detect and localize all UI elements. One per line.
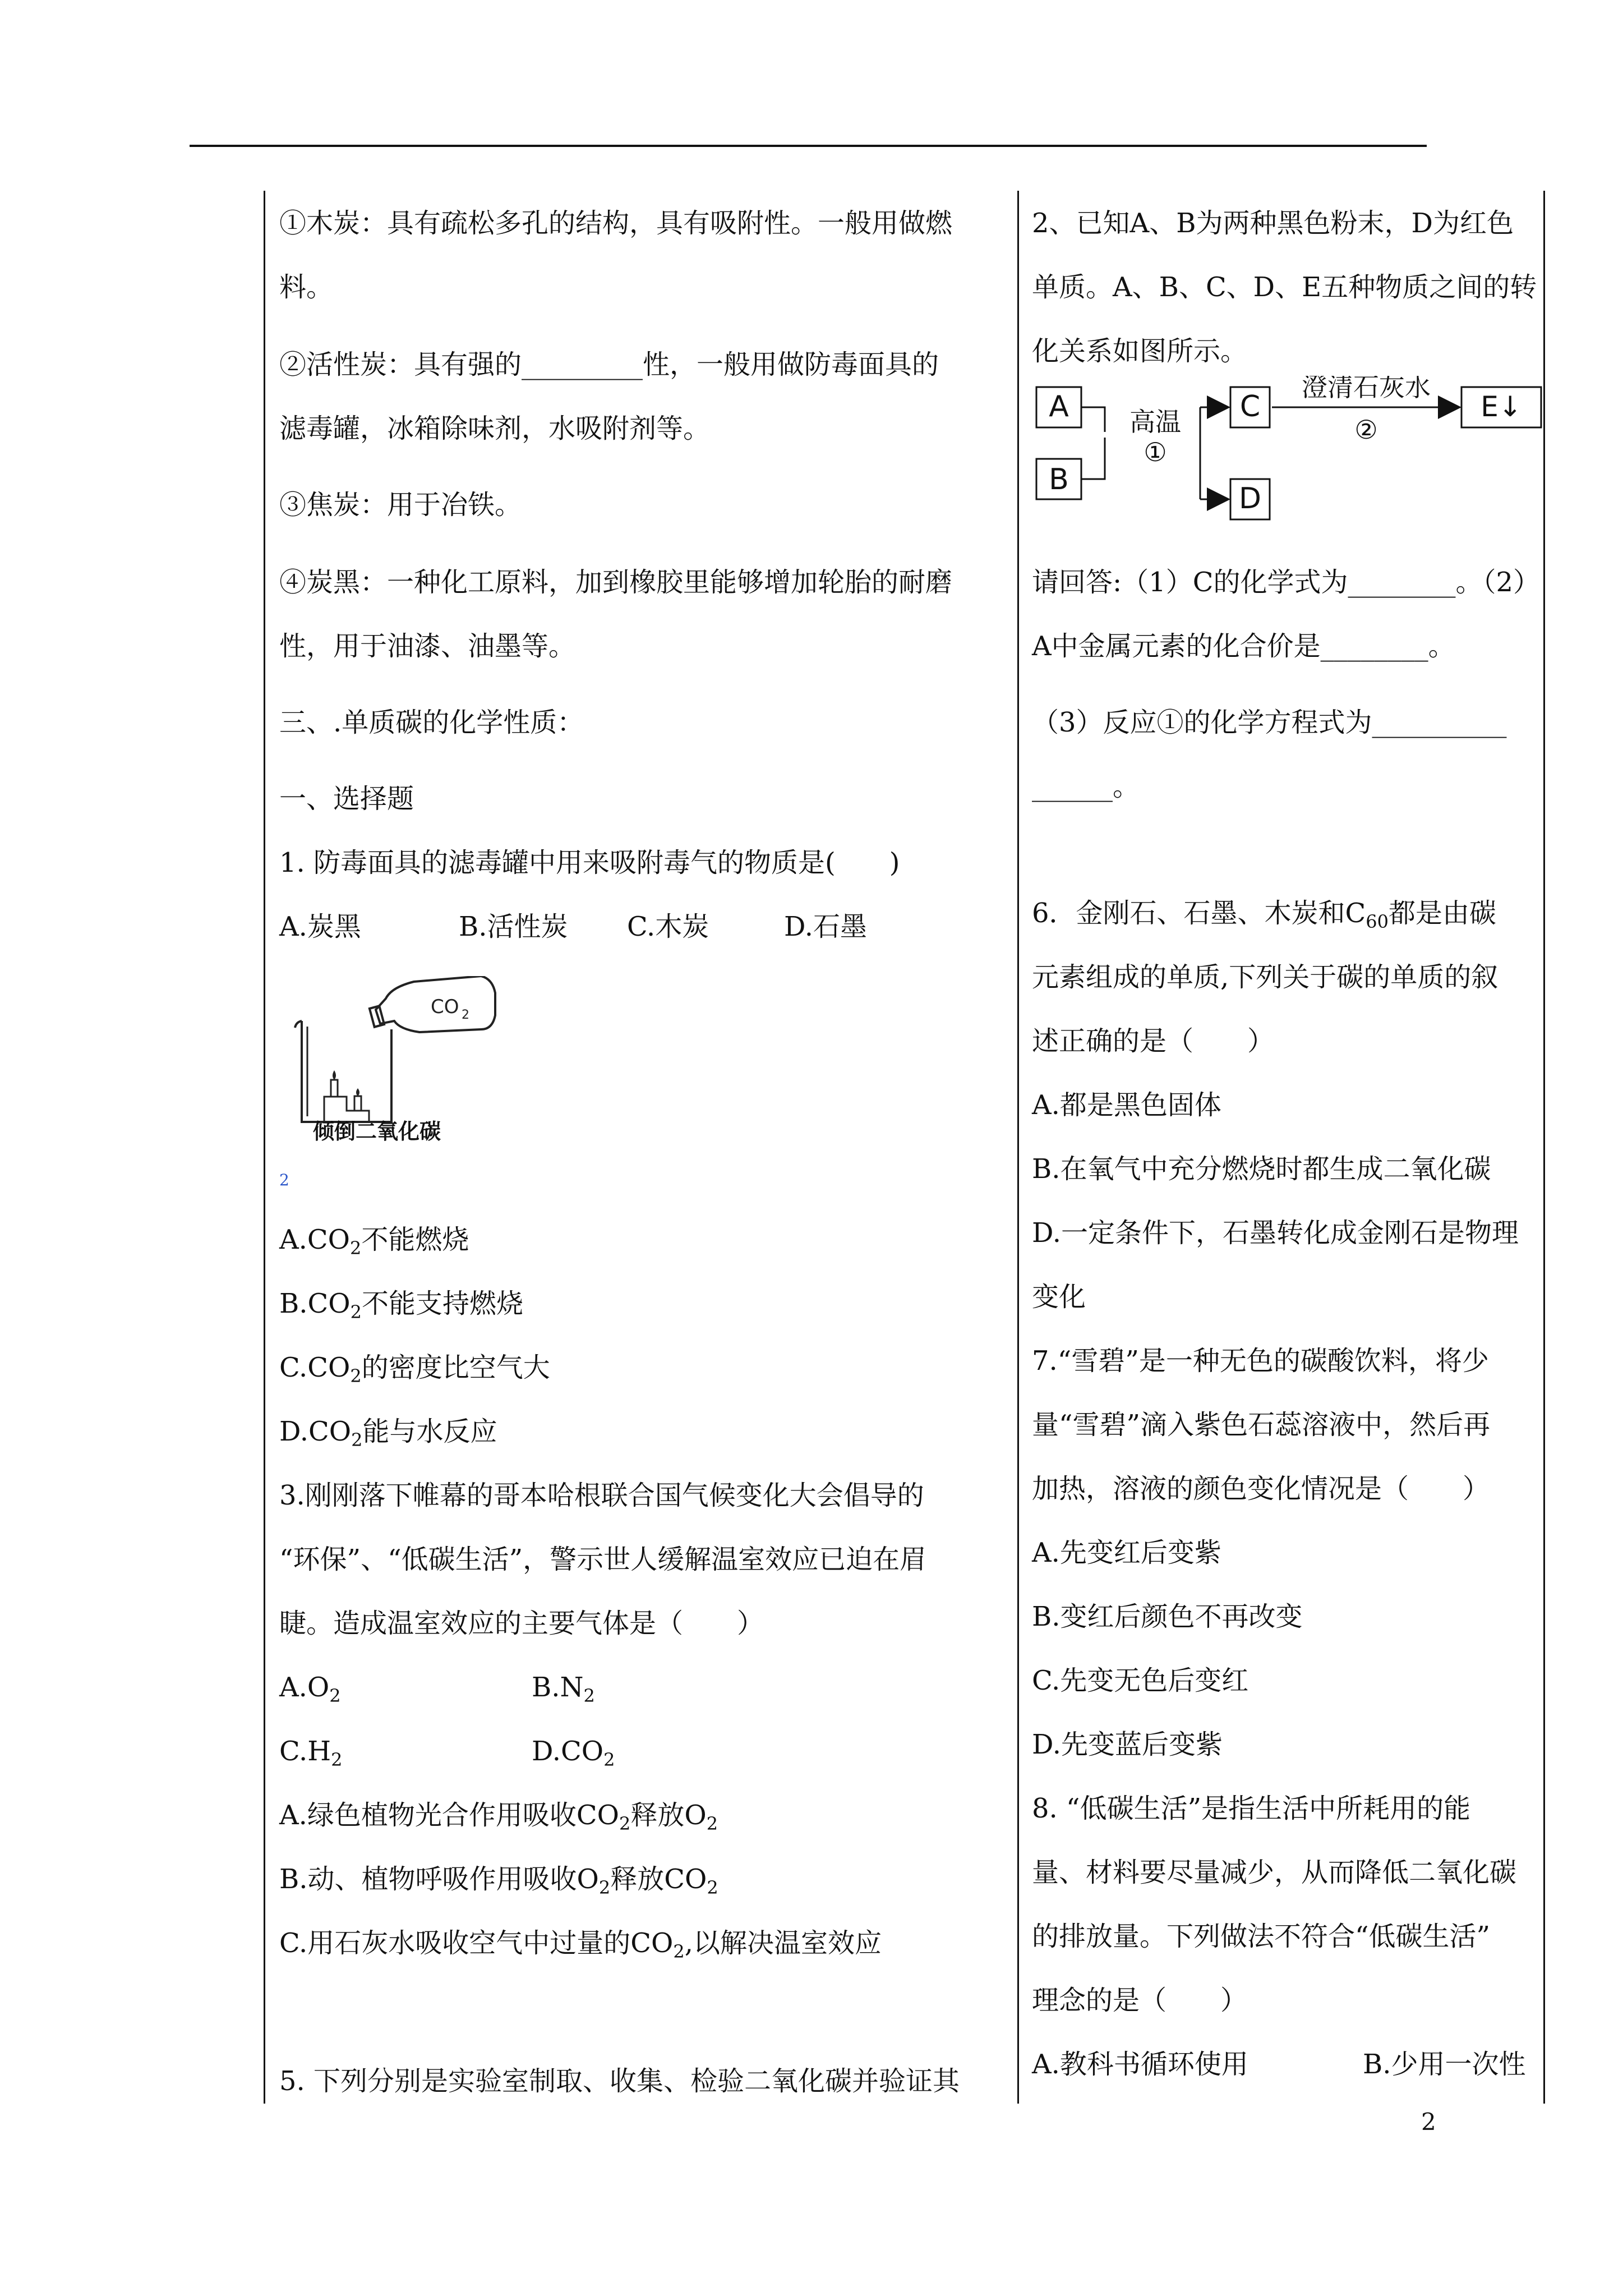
question-8: 理念的是（ ） (1032, 1985, 1248, 2016)
question-8-options (1032, 2047, 1526, 2081)
question-7-option-a: A.先变红后变紫 (1032, 1537, 1221, 1568)
beaker-icon (295, 1021, 391, 1122)
question-7: 量“雪碧”滴入紫色石蕊溶液中，然后再 (1032, 1409, 1491, 1441)
question-4-option-a: A.绿色植物光合作用吸收$CO_2$释放$O_2$ (279, 1800, 718, 1834)
question-2-number: 2 (279, 1171, 289, 1189)
option-a: A.炭黑 (279, 911, 361, 942)
question-8: 的排放量。下列做法不符合“低碳生活” (1032, 1921, 1491, 1952)
question-2-option-a: $A.CO_2$不能燃烧 (279, 1224, 469, 1259)
text-line: ③焦炭：用于冶铁。 (279, 489, 522, 521)
text-line: ④炭黑：一种化工原料，加到橡胶里能够增加轮胎的耐磨 (279, 567, 953, 598)
column-divider (1017, 191, 1019, 2104)
text-line: 请回答:（1）C的化学式为________。（2） (1032, 567, 1540, 598)
reaction-diagram (1032, 376, 1548, 522)
question-6-option-a: A.都是黑色固体 (1032, 1089, 1221, 1121)
label-e: E↓ (1481, 390, 1522, 423)
option-b: B.少用一次性 (1363, 2049, 1526, 2080)
question-7-option-d: D.先变蓝后变紫 (1032, 1729, 1223, 1760)
figure-caption: 倾倒二氧化碳 (313, 1119, 441, 1144)
co2-label: CO (431, 996, 459, 1018)
text-line: （3）反应①的化学方程式为__________ (1032, 707, 1507, 738)
question-6-option-d: D.一定条件下，石墨转化成金刚石是物理 (1032, 1217, 1519, 1249)
question-1: 1. 防毒面具的滤毒罐中用来吸附毒气的物质是( ) (279, 847, 900, 878)
question-4-option-c: C.用石灰水吸收空气中过量的$CO_2$,以解决温室效应 (279, 1927, 882, 1962)
question-6: 元素组成的单质,下列关于碳的单质的叙 (1032, 961, 1498, 993)
question-4-option-b: B.动、植物呼吸作用吸收$O_2$释放$CO_2$ (279, 1864, 718, 1898)
question-7-option-c: C.先变无色后变红 (1032, 1665, 1249, 1696)
section-heading: 一、选择题 (279, 783, 414, 815)
text-line: A中金属元素的化合价是________。 (1032, 631, 1455, 662)
question-6: 6．金刚石、石墨、木炭和$C_{60}$都是由碳 (1032, 898, 1497, 932)
question-7: 7.“雪碧”是一种无色的碳酸饮料，将少 (1032, 1345, 1489, 1377)
label-c: C (1239, 390, 1261, 424)
question-3-options: $A.O_2$ $B.N_2$ (279, 1672, 595, 1706)
option-c: C.木炭 (627, 911, 709, 942)
question-3: 睫。造成温室效应的主要气体是（ ） (279, 1608, 764, 1639)
question-8: 8. “低碳生活”是指生活中所耗用的能 (1032, 1793, 1471, 1824)
text-line: 滤毒罐，冰箱除味剂，水吸附剂等。 (279, 413, 711, 444)
text-line: ______。 (1032, 771, 1140, 802)
section-heading: 三、.单质碳的化学性质： (279, 707, 584, 738)
header-rule (190, 145, 1427, 147)
step-2: ② (1354, 415, 1378, 445)
co2-pour-figure (279, 976, 515, 1144)
condition-limewater: 澄清石灰水 (1302, 376, 1431, 402)
co2-label-sub: 2 (462, 1008, 469, 1022)
option-a: A.教科书循环使用 (1032, 2049, 1248, 2080)
text-line: ②活性炭：具有强的_________性，一般用做防毒面具的 (279, 349, 939, 380)
question-6: 述正确的是（ ） (1032, 1025, 1275, 1057)
step-1: ① (1144, 437, 1167, 467)
question-3-options: $C.H_2$ $D.CO_2$ (279, 1736, 615, 1770)
question-2-option-d: $D.CO_2$能与水反应 (279, 1416, 497, 1451)
text-line: 性，用于油漆、油墨等。 (279, 631, 576, 662)
label-a: A (1049, 390, 1069, 424)
text-line: 化关系如图所示。 (1032, 335, 1248, 367)
reaction-diagram-svg (1032, 376, 1548, 522)
text-line: 单质。A、B、C、D、E五种物质之间的转 (1032, 272, 1537, 303)
text-line: 料。 (279, 272, 334, 303)
question-1-options (279, 910, 867, 944)
label-b: B (1049, 463, 1069, 496)
text-line: ①木炭：具有疏松多孔的结构，具有吸附性。一般用做燃 (279, 208, 953, 239)
question-2-option-b: $B.CO_2$不能支持燃烧 (279, 1288, 523, 1323)
label-d: D (1238, 482, 1262, 516)
text-line: 2、已知A、B为两种黑色粉末，D为红色 (1032, 208, 1514, 239)
question-3: 3.刚刚落下帷幕的哥本哈根联合国气候变化大会倡导的 (279, 1480, 924, 1511)
question-3: “环保”、“低碳生活”，警示世人缓解温室效应已迫在眉 (279, 1544, 927, 1575)
option-b: B.活性炭 (459, 911, 568, 942)
question-8: 量、材料要尽量减少，从而降低二氧化碳 (1032, 1857, 1517, 1888)
question-6-option-b: B.在氧气中充分燃烧时都生成二氧化碳 (1032, 1153, 1491, 1185)
option-d: D.石墨 (784, 911, 868, 942)
question-2-option-c: $C.CO_2$的密度比空气大 (279, 1352, 550, 1387)
page-number: 2 (1421, 2108, 1436, 2136)
question-7-option-b: B.变红后颜色不再改变 (1032, 1601, 1303, 1632)
question-6-option-d: 变化 (1032, 1281, 1086, 1313)
left-border (264, 191, 265, 2104)
question-5: 5. 下列分别是实验室制取、收集、检验二氧化碳并验证其 (279, 2065, 960, 2097)
question-7: 加热，溶液的颜色变化情况是（ ） (1032, 1473, 1490, 1504)
condition-high-temp: 高温 (1129, 407, 1181, 437)
